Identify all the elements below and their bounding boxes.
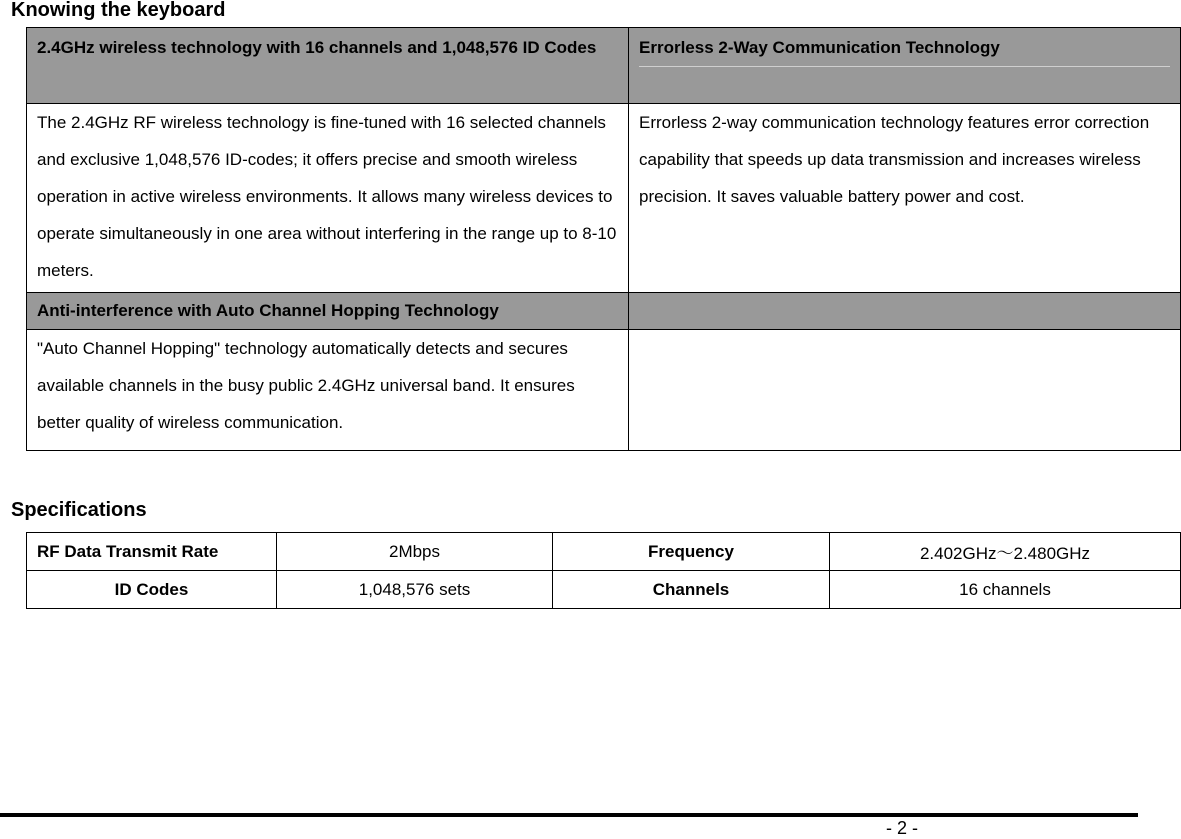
page-number: - 2 - [886,818,919,838]
feature-text-empty [629,330,1181,451]
spec-label: RF Data Transmit Rate [27,533,277,571]
spec-value: 1,048,576 sets [277,571,553,609]
spec-value: 16 channels [830,571,1181,609]
features-table [26,27,1181,451]
section-title-specifications: Specifications [11,499,147,521]
spec-value: 2.402GHz～2.480GHz [830,533,1181,571]
footer-divider [0,813,1138,817]
spec-value: 2Mbps [277,533,553,571]
spec-label: ID Codes [27,571,277,609]
spec-row [27,571,1181,609]
feature-title-hopping: Anti-interference with Auto Channel Hopping Technology [27,293,629,330]
specifications-table [26,532,1181,609]
feature-text-errorless: Errorless 2-way communication technology features error correction capability that speeds up data transmission and increases wireless precision. It saves valuable battery power and cost. [629,104,1181,293]
section-title-knowing-keyboard: Knowing the keyboard [11,0,226,21]
feature-title-errorless-text: Errorless 2-Way Communication Technology [639,29,1170,67]
spec-label: Channels [553,571,830,609]
feature-text-hopping: "Auto Channel Hopping" technology automatically detects and secures available channels in the busy public 2.4GHz universal band. It ensures better quality of wireless communication. [27,330,629,451]
feature-title-empty [629,293,1181,330]
feature-text-wireless: The 2.4GHz RF wireless technology is fine-tuned with 16 selected channels and exclusive 1,048,576 ID-codes; it offers precise and smooth wireless operation in active wireless environments. It allows many wireless devices to operate simultaneously in one area without interfering in the range up to 8-10 meters. [27,104,629,293]
feature-title-errorless [629,28,1181,104]
spec-row [27,533,1181,571]
spec-label: Frequency [553,533,830,571]
feature-title-wireless: 2.4GHz wireless technology with 16 channels and 1,048,576 ID Codes [27,28,629,104]
